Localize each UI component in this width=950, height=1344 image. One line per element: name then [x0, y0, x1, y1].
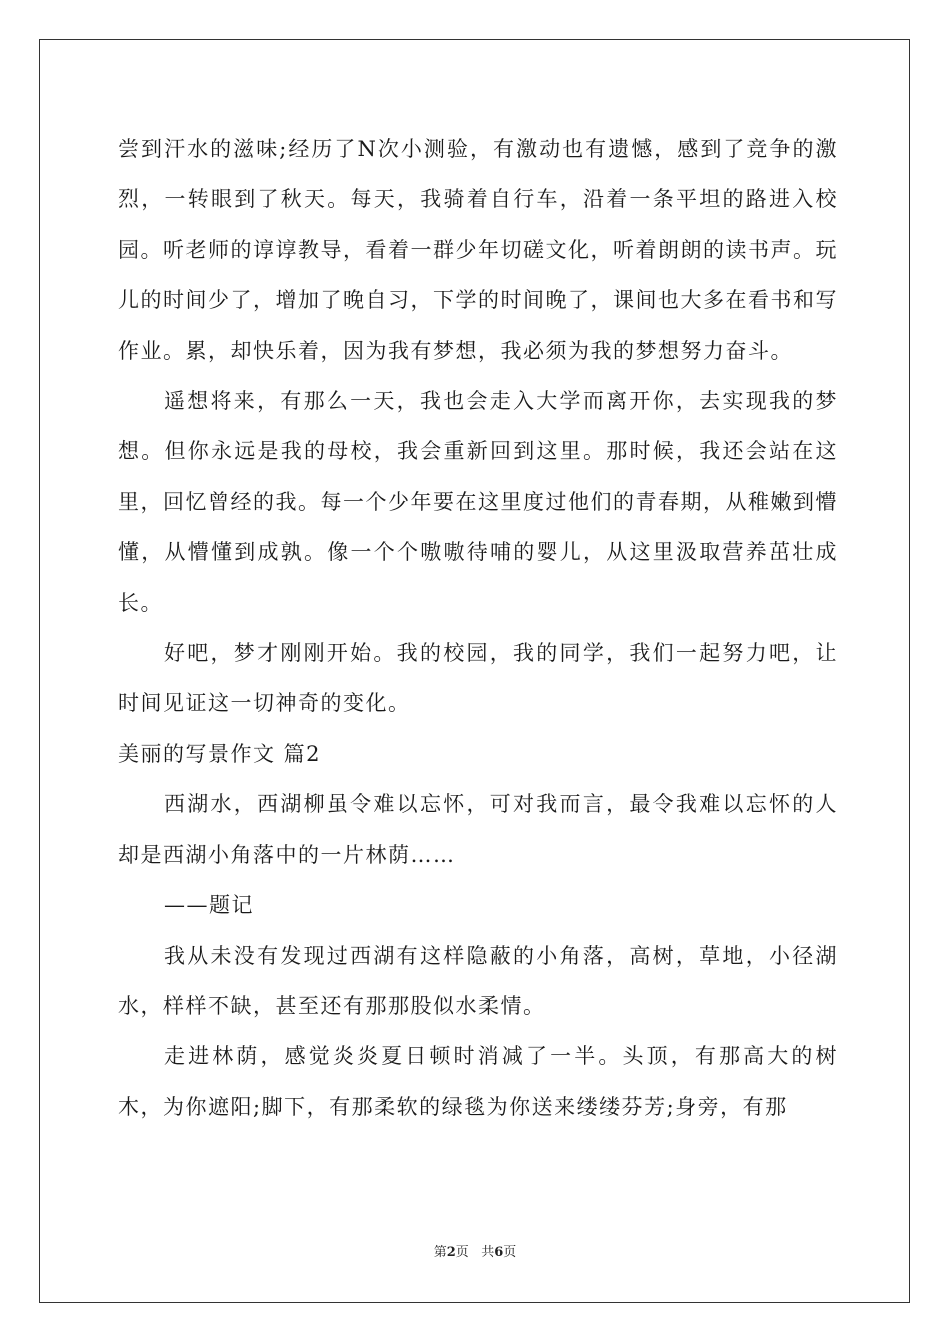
- paragraph-1: 尝到汗水的滋味;经历了N次小测验，有激动也有遗憾，感到了竞争的激烈，一转眼到了秋天。每天，我骑着自行车，沿着一条平坦的路进入校园。听老师的谆谆教导，看着一群少年切磋文化，听着朗朗的读书声。玩儿的时间少了，增加了晚自习，下学的时间晚了，课间也大多在看书和写作业。累，却快乐着，因为我有梦想，我必须为我的梦想努力奋斗。: [118, 137, 838, 363]
- page-prefix: 第: [433, 1245, 447, 1260]
- total-prefix: 共: [481, 1245, 495, 1260]
- section-heading: 美丽的写景作文 篇2: [118, 741, 322, 766]
- page-footer: [0, 1244, 950, 1262]
- paragraph-3: 好吧，梦才刚刚开始。我的校园，我的同学，我们一起努力吧，让时间见证这一切神奇的变化。: [118, 641, 838, 716]
- page-unit: 页: [455, 1245, 469, 1260]
- epigraph-attribution: ——题记: [164, 893, 254, 918]
- paragraph-5: 我从未没有发现过西湖有这样隐蔽的小角落，高树，草地，小径湖水，样样不缺，甚至还有那那股似水柔情。: [118, 943, 838, 1018]
- total-unit: 页: [503, 1245, 517, 1260]
- paragraph-4: 西湖水，西湖柳虽令难以忘怀，可对我而言，最令我难以忘怀的人却是西湖小角落中的一片林荫……: [118, 792, 838, 867]
- paragraph-2: 遥想将来，有那么一天，我也会走入大学而离开你，去实现我的梦想。但你永远是我的母校，我会重新回到这里。那时候，我还会站在这里，回忆曾经的我。每一个少年要在这里度过他们的青春期，从稚嫩到懵懂，从懵懂到成孰。像一个个嗷嗷待哺的婴儿，从这里汲取营养茁壮成长。: [118, 389, 838, 615]
- total-pages-number: 6: [494, 1245, 504, 1260]
- current-page-number: 2: [446, 1245, 456, 1260]
- paragraph-6: 走进林荫，感觉炎炎夏日顿时消减了一半。头顶，有那高大的树木，为你遮阳;脚下，有那柔软的绿毯为你送来缕缕芬芳;身旁，有那: [118, 1044, 838, 1119]
- document-body: [118, 124, 838, 1132]
